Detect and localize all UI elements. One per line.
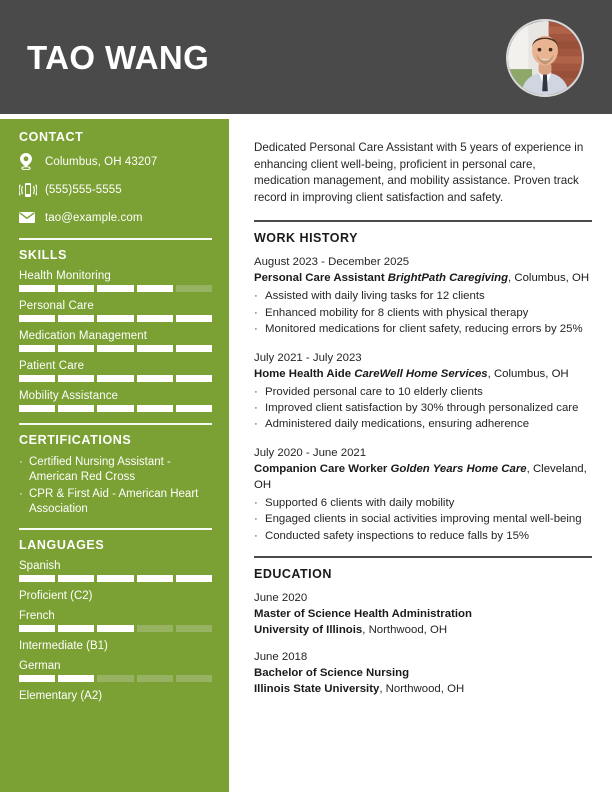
skill-item (19, 360, 212, 382)
education-entry (254, 649, 592, 697)
skill-item (19, 300, 212, 322)
bullet-text: Administered daily medications, ensuring adherence (265, 418, 530, 431)
bullet-icon: · (254, 402, 258, 414)
contact-item-location[interactable] (19, 152, 212, 171)
job-bullets (254, 495, 592, 544)
job-title (254, 366, 592, 382)
sidebar-section-certifications (19, 423, 212, 517)
divider (254, 220, 592, 222)
divider (19, 238, 212, 240)
divider (19, 423, 212, 425)
phone-vibrate-icon (19, 182, 45, 198)
job-company: CareWell Home Services (354, 367, 488, 380)
skill-rating-bar (19, 375, 212, 382)
bullet-icon: · (19, 456, 23, 468)
job-title (254, 461, 592, 493)
language-label: French (19, 610, 55, 622)
skill-rating-bar (19, 405, 212, 412)
language-level: Elementary (A2) (19, 690, 103, 702)
list-item (254, 416, 592, 432)
certifications-heading: CERTIFICATIONS (19, 433, 132, 447)
work-entry (254, 350, 592, 433)
profile-photo-icon (508, 21, 582, 95)
bullet-icon: · (254, 385, 258, 398)
language-item (19, 560, 212, 602)
education-location: , Northwood, OH (362, 624, 448, 637)
contact-item-phone[interactable] (19, 180, 212, 199)
job-title (254, 270, 592, 286)
job-company: Golden Years Home Care (390, 462, 527, 475)
resume-header (0, 0, 612, 114)
section-work-history (254, 220, 592, 544)
skill-rating-bar (19, 315, 212, 322)
job-role: Personal Care Assistant (254, 272, 385, 285)
bullet-icon: · (254, 513, 258, 526)
job-role: Companion Care Worker (254, 462, 388, 475)
bullet-icon: · (19, 488, 23, 500)
education-school (254, 681, 592, 697)
job-location: , Columbus, OH (487, 367, 569, 380)
bullet-icon: · (254, 306, 258, 319)
skill-rating-bar (19, 285, 212, 292)
language-level: Intermediate (B1) (19, 640, 108, 652)
language-item (19, 610, 212, 652)
certification-text: Certified Nursing Assistant - American Red Cross (29, 456, 171, 483)
language-label: Spanish (19, 560, 61, 572)
bullet-text: Provided personal care to 10 elderly clients (265, 385, 483, 398)
bullet-text: Engaged clients in social activities improving mental well-being (265, 513, 582, 526)
list-item (254, 400, 592, 416)
skill-item (19, 330, 212, 352)
list-item (19, 455, 212, 485)
bullet-text: Improved client satisfaction by 30% through personalized care (265, 402, 579, 414)
language-label: German (19, 660, 61, 672)
job-bullets (254, 384, 592, 433)
bullet-text: Assisted with daily living tasks for 12 clients (265, 290, 485, 303)
work-history-heading: WORK HISTORY (254, 231, 358, 246)
language-rating-bar (19, 575, 212, 582)
list-item (254, 528, 592, 544)
education-heading: EDUCATION (254, 567, 332, 582)
contact-heading: CONTACT (19, 130, 84, 144)
main-content (254, 140, 592, 708)
job-location: , Columbus, OH (508, 272, 590, 285)
skill-label: Personal Care (19, 300, 94, 312)
education-degree: Master of Science Health Administration (254, 608, 472, 621)
skills-heading: SKILLS (19, 248, 68, 262)
skill-label: Health Monitoring (19, 270, 111, 282)
job-company: BrightPath Caregiving (387, 272, 509, 285)
divider (254, 556, 592, 558)
list-item (254, 305, 592, 321)
education-location: , Northwood, OH (379, 683, 465, 696)
skill-label: Patient Care (19, 360, 85, 372)
list-item (254, 321, 592, 337)
bullet-icon: · (254, 290, 258, 303)
language-item (19, 660, 212, 702)
education-date: June 2020 (254, 592, 308, 605)
avatar (506, 19, 584, 97)
location-pin-icon (19, 153, 45, 170)
education-entry (254, 590, 592, 638)
education-date: June 2018 (254, 651, 308, 664)
bullet-icon: · (254, 496, 258, 509)
language-rating-bar (19, 675, 212, 682)
envelope-icon (19, 212, 45, 223)
skill-item (19, 390, 212, 412)
certification-text: CPR & First Aid - American Heart Association (29, 488, 199, 515)
bullet-text: Supported 6 clients with daily mobility (265, 496, 455, 509)
languages-heading: LANGUAGES (19, 538, 105, 552)
list-item (254, 384, 592, 400)
job-bullets (254, 288, 592, 337)
skill-rating-bar (19, 345, 212, 352)
list-item (254, 495, 592, 511)
work-entry (254, 254, 592, 337)
bullet-text: Enhanced mobility for 8 clients with physical therapy (265, 306, 529, 319)
education-school-name: University of Illinois (254, 624, 363, 637)
bullet-icon: · (254, 529, 258, 542)
contact-item-email[interactable] (19, 208, 212, 227)
job-dates: August 2023 - December 2025 (254, 256, 410, 269)
language-rating-bar (19, 625, 212, 632)
page-title: TAO WANG (27, 38, 210, 76)
list-item (19, 487, 212, 517)
professional-summary: Dedicated Personal Care Assistant with 5 years of experience in enhancing client well-being, proficient in personal care, medication management, and mobility assistance. Proven track record in improving client satisfaction and safety. (254, 141, 584, 204)
job-dates: July 2020 - June 2021 (254, 446, 367, 459)
sidebar (0, 119, 229, 792)
sidebar-section-contact (19, 130, 212, 227)
list-item (254, 511, 592, 527)
job-role: Home Health Aide (254, 367, 352, 380)
contact-phone-value: (555)555-5555 (45, 183, 122, 196)
sidebar-section-languages (19, 528, 212, 702)
language-level: Proficient (C2) (19, 590, 93, 602)
job-location: , Cleveland, OH (254, 462, 587, 491)
section-education (254, 556, 592, 697)
skill-label: Medication Management (19, 330, 148, 342)
skill-label: Mobility Assistance (19, 390, 119, 402)
bullet-icon: · (254, 323, 258, 336)
bullet-text: Conducted safety inspections to reduce falls by 15% (265, 529, 530, 542)
contact-email-value: tao@example.com (45, 211, 143, 224)
bullet-icon: · (254, 418, 258, 431)
skill-item (19, 270, 212, 292)
sidebar-section-skills (19, 238, 212, 412)
education-degree: Bachelor of Science Nursing (254, 667, 410, 680)
bullet-text: Monitored medications for client safety, reducing errors by 25% (265, 323, 583, 336)
education-school (254, 622, 592, 638)
divider (19, 528, 212, 530)
education-school-name: Illinois State University (254, 683, 380, 696)
list-item (254, 288, 592, 304)
certifications-list (19, 455, 212, 517)
job-dates: July 2021 - July 2023 (254, 351, 362, 364)
work-entry (254, 445, 592, 544)
contact-location-value: Columbus, OH 43207 (45, 155, 158, 168)
